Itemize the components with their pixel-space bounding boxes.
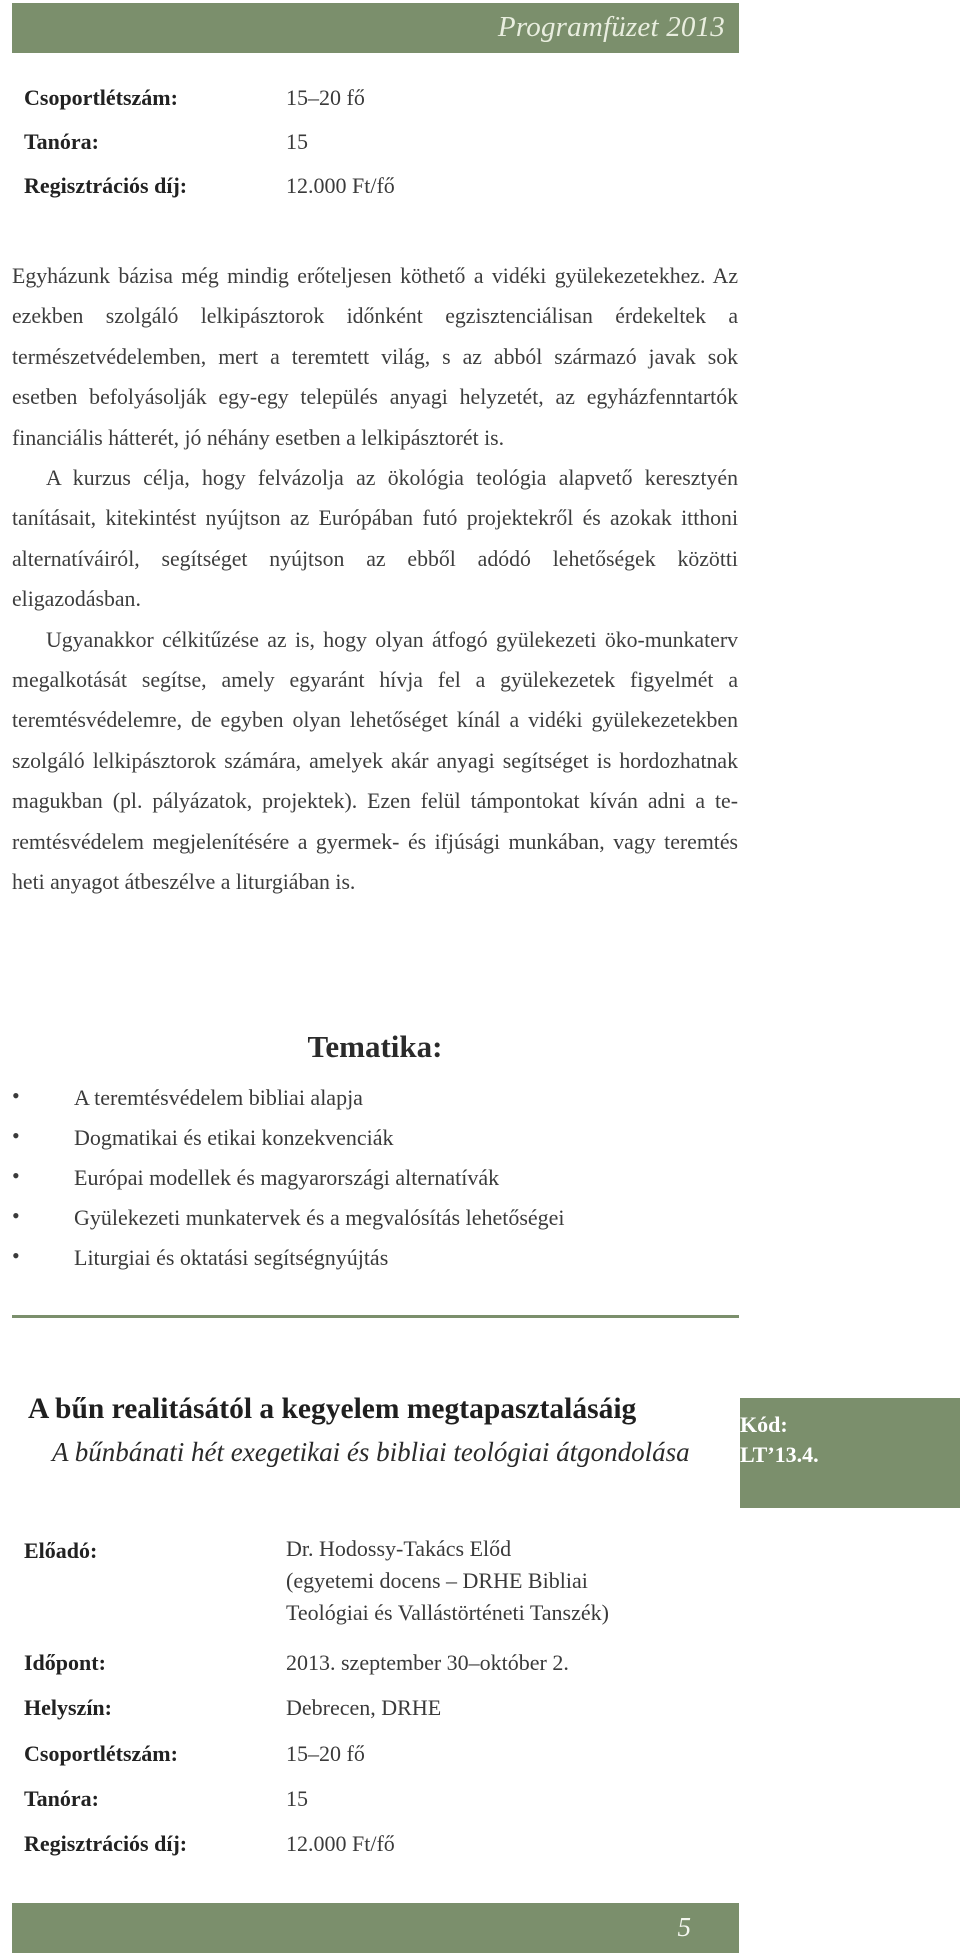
hours-label: Tanóra: [24,1786,99,1811]
page-number: 5 [677,1912,691,1942]
footer-bar [12,1903,739,1953]
list-item-text: A teremtésvédelem bibliai alapja [74,1085,363,1110]
group-label: Csoportlétszám: [24,1741,178,1766]
paragraph-1: Egyházunk bázisa még mindig erőteljesen köthető a vidéki gyülekezetekhez. Az ezekben szolgáló lelkipásztorok időnként egzisztenciálisan érdekeltek a természetvédelemben, mert a teremtett világ, s az abból származó javak sok esetben befolyásolják egy-egy település anyagi helyzetét, az egyházfenntartók financiális hátterét, jó néhány esetben a lelkipásztorét is. [12,264,738,450]
bullet-icon: • [12,1243,20,1268]
tematika-title: Tematika: [307,1029,443,1064]
code-value: LT’13.4. [740,1442,819,1467]
lecturer-label: Előadó: [24,1538,98,1563]
hours-label: Tanóra: [24,129,99,154]
group-value: 15–20 fő [286,1741,365,1766]
fee-label: Regisztrációs díj: [24,1831,188,1856]
bullet-icon: • [12,1083,20,1108]
bullet-icon: • [12,1203,20,1228]
list-item-text: Liturgiai és oktatási segítségnyújtás [74,1245,389,1270]
course-code-badge [740,1398,960,1508]
course-title: A bűn realitásától a kegyelem megtapasztalásáig [28,1393,637,1425]
lecturer-line: Teológiai és Vallástörténeti Tanszék) [286,1600,609,1625]
paragraph-2: A kurzus célja, hogy felvázolja az ökológia teológia alapvető keresztyén tanításait, kitekintést nyújtson az Európában futó projektekről és azokak itthoni alternatíváiról, segítséget nyújtson az ebből adódó lehetőségek közötti eligazodásban. [12,466,738,612]
header-bar [12,3,739,53]
lecturer-line: (egyetemi docens – DRHE Bibliai [286,1568,588,1593]
paragraph-3: Ugyanakkor célkitűzése az is, hogy olyan átfogó gyülekezeti öko-munkaterv megalkotását segítse, amely egyaránt hívja fel a gyülekezetek figyelmét a teremtésvédelemre, de egyben olyan lehetőséget kínál a vidéki gyülekezetekben szolgáló lelkipásztorok számára, amelyek akár anyagi segítséget is hordozhatnak magukban (pl. pályázatok, projektek). Ezen felül támpontokat kíván adni a te- remtésvédelem megjelenítésére a gyermek- és ifjúsági munkában, vagy teremtés heti anyagot átbeszélve a liturgiában is. [12,627,738,895]
section-divider [12,1315,739,1318]
hours-value: 15 [286,1786,308,1811]
fee-value: 12.000 Ft/fő [286,1831,395,1856]
lecturer-value [286,1533,609,1629]
course-subtitle: A bűnbánati hét exegetikai és bibliai teológiai átgondolása [52,1437,690,1467]
bullet-icon: • [12,1163,20,1188]
fee-value: 12.000 Ft/fő [286,173,395,198]
place-value: Debrecen, DRHE [286,1695,442,1720]
hours-value: 15 [286,129,308,154]
list-item-text: Európai modellek és magyarországi alternatívák [74,1165,500,1190]
place-label: Helyszín: [24,1695,112,1720]
bullet-icon: • [12,1123,20,1148]
date-value: 2013. szeptember 30–október 2. [286,1650,569,1675]
group-value: 15–20 fő [286,85,365,110]
fee-label: Regisztrációs díj: [24,173,188,198]
date-label: Időpont: [24,1650,106,1675]
body-text [12,256,738,903]
list-item-text: Dogmatikai és etikai konzekvenciák [74,1125,394,1150]
header-title: Programfüzet 2013 [497,11,725,43]
list-item-text: Gyülekezeti munkatervek és a megvalósítás lehetőségei [74,1205,565,1230]
code-label: Kód: [740,1412,788,1437]
lecturer-line: Dr. Hodossy-Takács Előd [286,1536,512,1561]
group-label: Csoportlétszám: [24,85,178,110]
